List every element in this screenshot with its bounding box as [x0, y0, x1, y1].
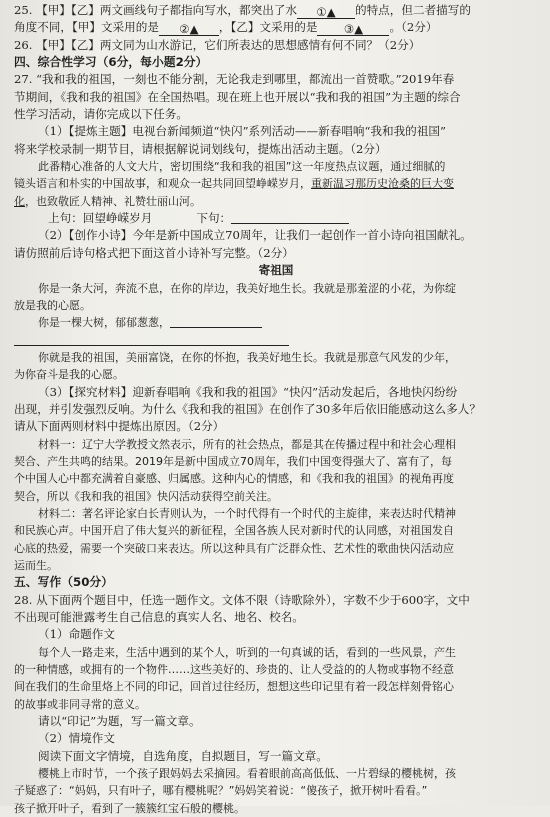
answer-blank-3[interactable]	[317, 23, 389, 36]
poem-line: 为你奋斗是我的心愿。	[14, 368, 124, 382]
prompt-1-requirement: 请以“印记”为题，写一篇文章。	[38, 714, 201, 729]
question-28-line: 28. 从下面两个题目中，任选一题作文。文体不限（诗歌除外），字数不少于600字，文中	[14, 592, 470, 607]
prompt-1-line: 的故事或非同寻常的意义。	[14, 697, 146, 711]
prompt-2-line: 樱桃上市时节，一个孩子跟妈妈去采摘园。看着眼前高高低低、一片碧绿的樱桃树，孩	[38, 767, 456, 781]
narration-line: 化，也致敬匠人精神、礼赞壮丽山河。	[14, 194, 201, 208]
question-28-line: 不出现可能泄露考生自己信息的真实人名、地名、校名。	[14, 610, 304, 625]
question-26: 26. 【甲】【乙】两文同为山水游记，它们所表达的思想感情有何不同？（2分）	[14, 37, 421, 52]
poem-title: 寄祖国	[258, 263, 294, 278]
poem-line: 你是一棵大树，郁郁葱葱，	[14, 314, 538, 331]
material-1-line: 材料一：辽宁大学教授文然表示，所有的社会热点，都是其在传播过程中和社会心理相	[38, 437, 456, 451]
narration-line: 镜头语言和朴实的中国故事，和观众一起共同回望峥嵘岁月，重新温习那历史沧桑的巨大变	[14, 177, 454, 191]
material-2-line: 心底的热爱，需要一个突破口来表达。所以这种具有广泛群众性、艺术性的歌曲快闪活动应	[14, 541, 454, 555]
question-27-line: 节期间，《我和我的祖国》在全国热唱。现在班上也开展以“我和我的祖国”为主题的综合	[14, 89, 461, 104]
material-2-line: 和民族心声。中国开启了伟大复兴的新征程，全国各族人民对新时代的认同感，对祖国发自	[14, 524, 454, 538]
task-1-line: （1）【提炼主题】电视台新闻频道“快闪”系列活动——新春唱响“我和我的祖国”	[38, 124, 446, 139]
poem-line: 你就是我的祖国，美丽富饶，在你的怀抱，我美好地生长。我就是那意气风发的少年，	[38, 350, 456, 364]
section-4-heading: 四、综合性学习（6分，每小题2分）	[14, 55, 208, 70]
poem-blank-1[interactable]	[170, 315, 262, 328]
couplet-lower-label: 下句：	[196, 211, 232, 226]
blank-1-label: ①▲	[316, 5, 336, 19]
narration-line: 此番精心准备的人文大片，密切围绕“我和我的祖国”这一年度热点议题，通过细腻的	[38, 160, 446, 174]
task-1-line: 将来学校录制一期节目，请根据解说词划线句，提炼出活动主题。（2分）	[14, 141, 387, 156]
poem-blank-line	[14, 332, 538, 349]
task-2-line: 请仿照前后诗句格式把下面这首小诗补写完整。（2分）	[14, 245, 294, 260]
answer-blank-2[interactable]	[159, 23, 219, 36]
couplet-line	[14, 210, 538, 227]
material-2-line: 运而生。	[14, 559, 58, 572]
couplet-lower-blank[interactable]	[231, 211, 349, 224]
question-27-line: 性学习活动，请你完成以下任务。	[14, 107, 188, 122]
prompt-2-heading: （2）情境作文	[38, 731, 115, 746]
section-5-heading: 五、写作（50分）	[14, 575, 113, 590]
material-1-line: 契合、产生共鸣的结果。2019年是新中国成立70周年，我们中国变得强大了、富有了，每	[14, 454, 452, 468]
prompt-2-line: 孩子掀开叶子，看到了一簇簇红宝石般的樱桃。	[14, 801, 245, 815]
couplet-upper: 上句：回望峥嵘岁月	[48, 211, 153, 226]
task-3-line: 出现，并引发强烈反响。为什么《我和我的祖国》在创作了30多年后依旧能感动这么多人？	[14, 401, 481, 416]
poem-line: 放是我的心愿。	[14, 298, 91, 312]
task-2-line: （2）【创作小诗】今年是新中国成立70周年，让我们一起创作一首小诗向祖国献礼。	[38, 228, 472, 243]
prompt-2-requirement: 阅读下面文字情境，自选角度，自拟题目，写一篇文章。	[38, 748, 328, 763]
question-25-line2: 角度不同，【甲】文采用的是 ②▲ ，【乙】文采用的是 ③▲ 。（2分）	[14, 20, 438, 37]
blank-2-label: ②▲	[179, 22, 199, 37]
task-3-line: （3）【探究材料】迎新春唱响《我和我的祖国》“快闪”活动发起后，各地快闪纷纷	[38, 384, 458, 399]
task-3-line: 请从下面两则材料中提炼出原因。（2分）	[14, 419, 225, 434]
prompt-2-line: 子疑惑了：“妈妈，只有叶子，哪有樱桃呢？”妈妈笑着说：“傻孩子，掀开树叶看看。”	[14, 784, 428, 798]
prompt-1-line: 间在我们的生命里烙上不同的印记，回首过往经历，想想这些印记里有着一段怎样刻骨铭心	[14, 680, 454, 694]
material-1-line: 契合，所以《我和我的祖国》快闪活动获得空前关注。	[14, 489, 278, 503]
material-2-line: 材料二：著名评论家白长青则认为，一个时代得有一个时代的主旋律，来表达时代精神	[38, 506, 456, 520]
material-1-line: 个中国人心中都充满着自豪感、归属感。这种内心的情感，和《我和我的祖国》的视角再度	[14, 472, 454, 486]
prompt-1-line: 的一种情感，或拥有的一个物件……这些美好的、珍贵的、让人受益的的人物或事物不经意	[14, 663, 454, 677]
blank-3-label: ③▲	[343, 22, 364, 37]
question-27-line: 27. “我和我的祖国，一刻也不能分割，无论我走到哪里，都流出一首赞歌。”2019年春	[14, 72, 455, 87]
poem-blank-2[interactable]	[14, 333, 289, 346]
poem-line: 你是一条大河，奔流不息，在你的岸边，我美好地生长。我就是那羞涩的小花，为你绽	[38, 281, 456, 295]
prompt-1-line: 每个人一路走来，生活中遇到的某个人，听到的一句真诚的话，看到的一些风景，产生	[38, 645, 456, 659]
narration-underlined-sentence-end: 化	[14, 194, 25, 208]
narration-underlined-sentence: 重新温习那历史沧桑的巨大变	[311, 177, 454, 191]
question-25-line1: 25. 【甲】【乙】两文画线句子都指向写水，都突出了水 ①▲ 的特点，但二者描写的	[14, 3, 471, 19]
answer-blank-1[interactable]	[297, 6, 355, 19]
prompt-1-heading: （1）命题作文	[38, 627, 115, 642]
